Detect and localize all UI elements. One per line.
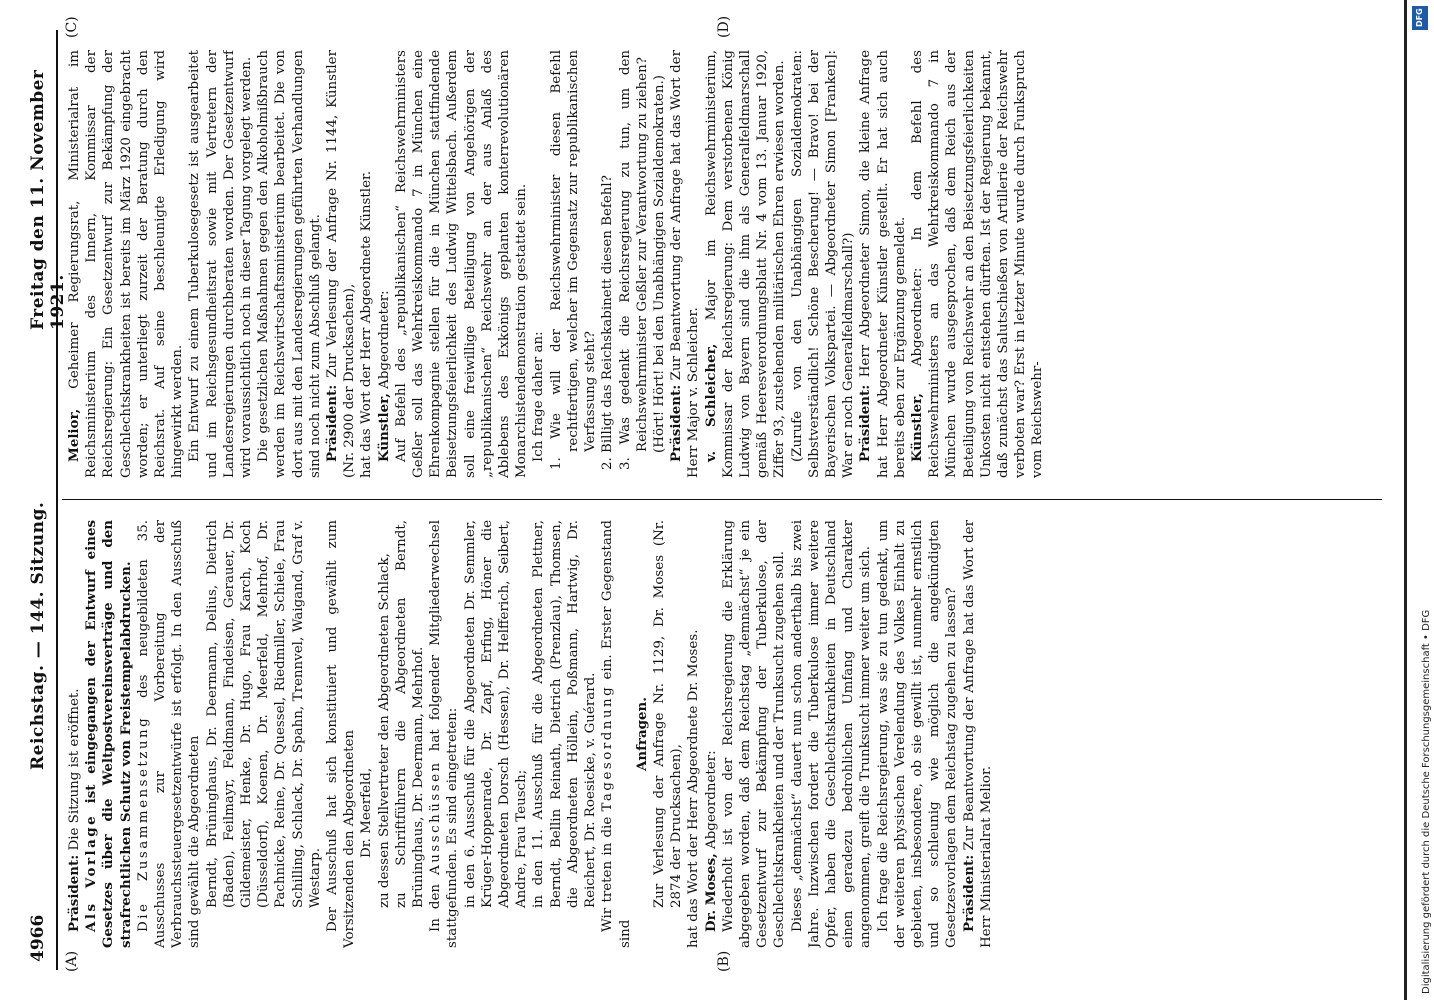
margin-marker-b: (B) — [716, 950, 732, 972]
dfg-logo-icon: DFG — [1412, 6, 1428, 30]
left-column — [66, 520, 1386, 948]
paragraph: in den 11. Ausschuß für die Abgeordneten Plettner, Berndt, Bellin Reinath, Dietrich (Prenzlau), Thomsen, die Abgeordneten Höllein, Poßmann, Hartwig, Dr. Reichert, Dr. Roesicke, v. Guérard. — [531, 520, 599, 908]
interjection: (Hört! Hört! bei den Unabhängigen Sozialdemokraten.) — [651, 75, 667, 453]
paragraph: Wiederholt ist von der Reichsregierung die Erklärung abgegeben worden, daß dem Reichstag „demnächst“ je ein Gesetzentwurf zur Bekämpfung der Tuberkulose, der Geschlechtskrankheiten und der Trunksucht zugehen soll. — [720, 520, 788, 948]
session-title: Reichstag. — 144. Sitzung. — [28, 501, 48, 770]
paragraph: Als Vorlage ist eingegangen der Entwurf eines Gesetzes über die Weltpostvereinsverträge und den strafrechtlichen Schutz von Freistempelabdrucken. — [83, 520, 134, 948]
paragraph: Ich frage die Reichsregierung, was sie zu tun gedenkt, um der weiteren physischen Verelendung des Volkes Einhalt zu gebieten, insbesondere, ob sie gewillt ist, nunmehr ernstlich und so schleunig wie möglich die angekündigten Gesetzesvorlagen dem Reichstag zugehen zu lassen? — [875, 520, 960, 948]
interjection: (Zurufe von den Unabhängigen Sozialdemokraten: Selbstverständlich! Schöne Bescherung! — Bravo! bei der Bayerischen Volkspartei. — Abgeordneter Simon [Franken]: War er noch Generalfeldmarschall?) — [789, 50, 857, 478]
margin-marker-a: (A) — [64, 950, 80, 972]
paragraph: zu dessen Stellvertreter den Abgeordneten Schlack, — [376, 553, 392, 908]
member-list: Berndt, Brüninghaus, Dr. Deermann, Delius, Dietrich (Baden), Feilmayr, Feldmann, Findeisen, Gerauer, Dr. Gildemeister, Henke, Dr. Hugo, Frau Karch, Koch (Düsseldorf), Koenen, Dr. Meerfeld, Mehrhof, Dr. Pachnicke, Reine, Dr. Quessel, Riedmiller, Schiele, Frau Schilling, Schlack, Dr. Spahn, Trennvel, Waigand, Graf v. Westarp. — [204, 520, 323, 908]
session-date: Freitag den 11. November 1921. — [28, 69, 68, 330]
paragraph: Ein Entwurf zu einem Tuberkulosegesetz ist ausgearbeitet und im Reichsgesundheitsrat sowie mit Vertretern der Landesregierungen durchberaten worden. Der Gesetzentwurf wird voraussichtlich noch in dieser Tagung vorgelegt werden. — [187, 50, 255, 478]
paragraph: hat das Wort der Herr Abgeordnete Künstler. — [359, 170, 375, 478]
list-item: 2. Billigt das Reichskabinett diesen Befehl? — [600, 175, 616, 470]
digitization-credit: Digitalisierung gefördert durch die Deutsche Forschungsgemeinschaft • DFG — [1421, 609, 1432, 994]
page-number: 4966 — [28, 914, 48, 962]
paragraph: Dieses „demnächst“ dauert nun schon anderthalb bis zwei Jahre. Inzwischen fordert die Tuberkulose immer weitere Opfer, haben die Geschlechtskrankheiten in Deutschland einen geradezu bedrohlichen Umfang und Charakter angenommen, greift die Trunksucht immer weiter um sich. — [789, 520, 874, 948]
paragraph: Melior, Geheimer Regierungsrat, Ministerialrat im Reichsministerium des Innern, Kommissar der Reichsregierung: Ein Gesetzentwurf zur Bekämpfung der Geschlechtskrankheiten ist bereits im März 1920 eingebracht worden; er unterliegt zurzeit der Beratung durch den Reichsrat. Auf seine beschleunigte Erledigung wird hingewirkt werden. — [66, 50, 186, 478]
paragraph: Dr. Moses, Abgeordneter: — [702, 750, 719, 932]
header-rule — [56, 30, 58, 970]
paragraph: Ich frage daher an: — [531, 331, 547, 462]
paragraph: in den 6. Ausschuß für die Abgeordneten Dr. Semmler, Krüger-Hoppenrade, Dr. Zapf, Erfing, Höner die Abgeordneten Dorsch (Hessen), Dr. Helfferich, Seibert, Andre, Frau Teusch; — [462, 520, 530, 908]
list-item: 3. Was gedenkt die Reichsregierung zu tun, um den Reichswehrminister Geßler zur Verantwortung zu ziehen? — [617, 50, 650, 470]
paragraph: Auf Befehl des „republikanischen“ Reichswehrministers Geßler soll das Wehrkreiskommando 7 in München eine Ehrenkompagnie stellen für die in München stattfindende Beisetzungsfeierlichkeit des Ludwig Wittelsbach. Außerdem soll eine freiwillige Beteiligung von Angehörigen der „republikanischen“ Reichswehr an der aus Anlaß des Ablebens des Exkönigs geplanten konterrevolutionären Monarchistendemonstration gestattet sein. — [393, 50, 530, 478]
paragraph: v. Schleicher, Major im Reichswehrministerium, Kommissar der Reichsregierung: Dem verstorbenen König Ludwig von Bayern sind die ihm als Generalfeldmarschall gemäß Heeresverordnungsblatt Nr. 4 vom 13. Januar 1920, Ziffer 93, zustehenden militärischen Ehren erwiesen worden. — [702, 50, 788, 478]
paragraph: Präsident: Zur Verlesung der Anfrage Nr. 1144, Künstler (Nr. 2900 der Drucksachen), — [324, 50, 358, 478]
paragraph: Zur Verlesung der Anfrage Nr. 1129, Dr. Moses (Nr. 2874 der Drucksachen), — [651, 520, 685, 908]
margin-marker-d: (D) — [716, 15, 732, 38]
paragraph: Die gesetzlichen Maßnahmen gegen den Alkoholmißbrauch werden im Reichswirtschaftsministerium bearbeitet. Die von dort aus mit den Landesregierungen geführten Verhandlungen sind noch nicht zum Abschluß gelangt. — [256, 50, 323, 478]
newspaper-page — [22, 15, 1402, 972]
paragraph: In den Ausschüssen hat folgender Mitgliederwechsel stattgefunden. Es sind eingetreten: — [428, 520, 461, 948]
section-heading: Anfragen. — [633, 697, 650, 771]
digitization-sidebar — [1404, 0, 1434, 1000]
page-header — [28, 30, 68, 970]
right-column — [66, 50, 1386, 478]
paragraph: Präsident: Zur Beantwortung der Anfrage hat das Wort der Herr Ministerialrat Melior. — [960, 520, 994, 948]
paragraph: Dr. Meerfeld, — [359, 767, 375, 858]
list-item: 1. Wie will der Reichswehrminister diesen Befehl rechtfertigen, welcher im Gegensatz zur republikanischen Verfassung steht? — [548, 50, 599, 470]
paragraph: zu Schriftführern die Abgeordneten Berndt, Brüninghaus, Dr. Deermann, Mehrhof. — [393, 520, 427, 908]
paragraph: Künstler, Abgeordneter: In dem Befehl des Reichswehrministers an das Wehrkreiskommando 7 in München wurde ausgesprochen, daß dem Reich aus der Beteiligung von Reichswehr an den Beisetzungsfeierlichkeiten Unkosten nicht entstehen dürften. Ist der Regierung bekannt, daß zunächst das Salutschießen von Artillerie der Reichswehr verboten war? Erst in letzter Minute wurde durch Funkspruch vom Reichswehr- — [908, 50, 1046, 478]
paragraph: hat das Wort der Herr Abgeordnete Dr. Moses. — [686, 629, 702, 948]
column-divider — [62, 499, 1382, 500]
paragraph: Wir treten in die Tagesordnung ein. Erster Gegenstand sind — [600, 520, 633, 948]
paragraph: Der Ausschuß hat sich konstituiert und gewählt zum Vorsitzenden den Abgeordneten — [325, 520, 358, 948]
paragraph: Präsident: Zur Beantwortung der Anfrage hat das Wort der Herr Major v. Schleicher. — [668, 50, 702, 478]
margin-marker-c: (C) — [64, 16, 80, 38]
paragraph: Präsident: Herr Abgeordneter Simon, die kleine Anfrage hat Herr Abgeordneter Künstler gestellt. Er hat sich auch bereits eben zur Ergänzung gemeldet. — [857, 50, 908, 478]
paragraph: Präsident: Die Sitzung ist eröffnet. — [66, 688, 82, 932]
paragraph: Die Zusammensetzung des neugebildeten 35. Ausschusses zur Vorbereitung der Verbrauchssteuergesetzentwürfe ist erfolgt. In den Ausschuß sind gewählt die Abgeordneten — [135, 520, 203, 948]
paragraph: Künstler, Abgeordneter: — [375, 290, 392, 462]
scan-edge — [1404, 0, 1407, 1000]
